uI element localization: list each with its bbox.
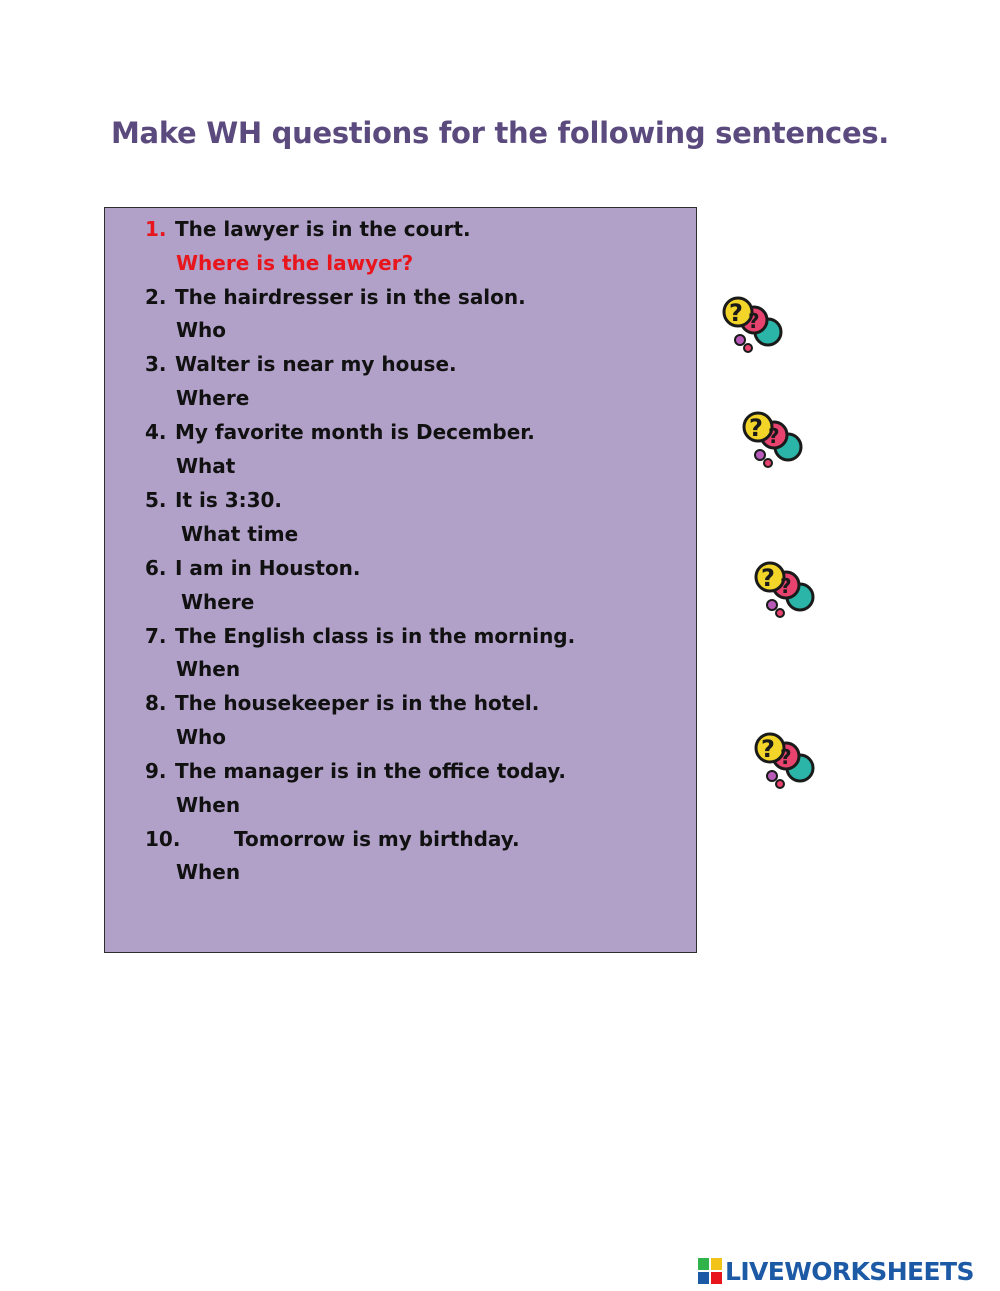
item-sentence: I am in Houston. <box>175 556 361 580</box>
item-sentence: My favorite month is December. <box>175 420 535 444</box>
list-item <box>145 217 471 241</box>
answer-field[interactable]: Who <box>176 725 227 749</box>
item-number: 1. <box>145 217 167 241</box>
answer-field[interactable]: What time <box>181 522 299 546</box>
item-sentence: Walter is near my house. <box>175 352 457 376</box>
answer-field[interactable]: Who <box>176 318 227 342</box>
svg-text:?: ? <box>748 309 760 333</box>
page-title: Make WH questions for the following sentences. <box>111 116 889 150</box>
brand-logo-icon <box>698 1258 722 1284</box>
list-item <box>145 624 575 648</box>
question-marks-icon <box>718 290 790 356</box>
item-number: 8. <box>145 691 167 715</box>
list-item <box>145 556 361 580</box>
item-number: 6. <box>145 556 167 580</box>
item-sentence: The lawyer is in the court. <box>175 217 471 241</box>
svg-text:?: ? <box>761 735 775 763</box>
answer-field[interactable]: When <box>176 657 241 681</box>
question-marks-icon <box>750 726 822 792</box>
brand-name: LIVEWORKSHEETS <box>725 1256 974 1286</box>
list-item <box>145 827 520 851</box>
item-number: 3. <box>145 352 167 376</box>
svg-text:?: ? <box>768 424 780 448</box>
item-number: 5. <box>145 488 167 512</box>
answer-field[interactable]: When <box>176 860 241 884</box>
list-item <box>145 420 535 444</box>
item-number: 4. <box>145 420 167 444</box>
answer-field[interactable]: Where <box>181 590 255 614</box>
list-item <box>145 285 526 309</box>
item-number: 2. <box>145 285 167 309</box>
list-item <box>145 691 539 715</box>
question-marks-icon <box>738 405 810 471</box>
item-sentence: It is 3:30. <box>175 488 283 512</box>
svg-text:?: ? <box>729 299 743 327</box>
item-sentence: The housekeeper is in the hotel. <box>175 691 540 715</box>
answer-field[interactable]: What <box>176 454 236 478</box>
example-answer: Where is the lawyer? <box>176 251 414 275</box>
item-number: 9. <box>145 759 167 783</box>
svg-text:?: ? <box>780 574 792 598</box>
item-number: 7. <box>145 624 167 648</box>
item-sentence: The hairdresser is in the salon. <box>175 285 526 309</box>
svg-text:?: ? <box>780 745 792 769</box>
svg-text:?: ? <box>761 564 775 592</box>
list-item <box>145 759 566 783</box>
question-marks-icon <box>750 555 822 621</box>
answer-field[interactable]: When <box>176 793 241 817</box>
item-sentence: The manager is in the office today. <box>175 759 567 783</box>
list-item <box>145 352 457 376</box>
svg-text:?: ? <box>749 414 763 442</box>
item-number: 10. <box>145 827 181 851</box>
list-item <box>145 488 282 512</box>
item-sentence: Tomorrow is my birthday. <box>234 827 520 851</box>
brand-logo[interactable] <box>698 1256 974 1286</box>
item-sentence: The English class is in the morning. <box>175 624 576 648</box>
answer-field[interactable]: Where <box>176 386 250 410</box>
